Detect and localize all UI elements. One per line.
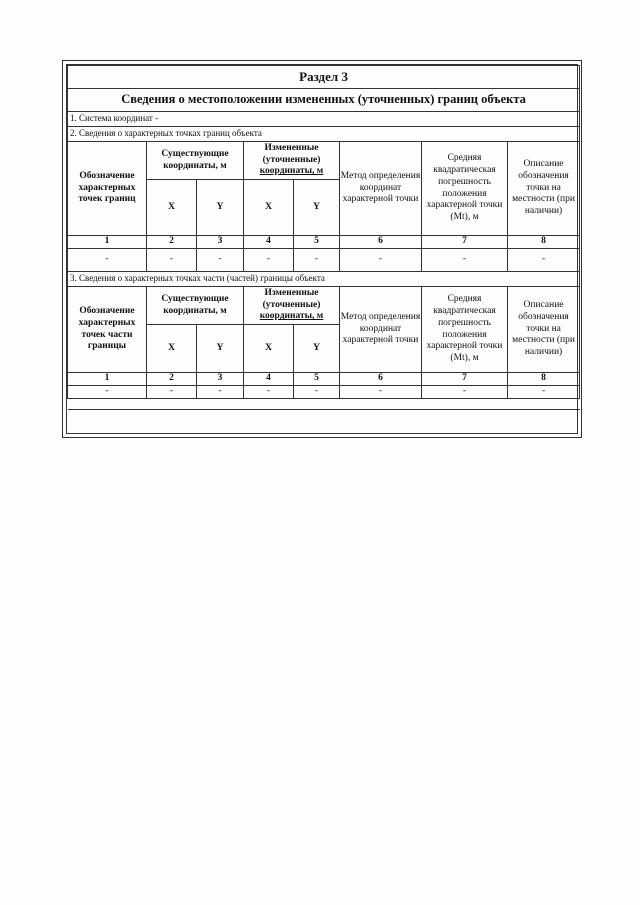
table1-header-changed-line2: координаты, м [259,166,324,177]
table-bottom-gap [68,398,580,409]
coord-system-line: 1. Система координат - [68,112,580,127]
table1-cell: - [340,249,422,272]
section-table [67,65,580,410]
table1-header-changed [244,142,340,180]
table2-cell: - [197,386,244,399]
table2-cell: - [508,386,580,399]
table2-caption: 3. Сведения о характерных точках части (частей) границы объекта [68,272,580,287]
table1-cell: - [68,249,147,272]
table2-cell: - [147,386,197,399]
table2-cell: - [244,386,294,399]
table2-header-x-existing: X [147,325,197,373]
table1-caption: 2. Сведения о характерных точках границ объекта [68,127,580,142]
table1-header-error: Средняя квадратическая погрешность положения характерной точки (Mt), м [422,142,508,236]
table2-header-description: Описание обозначения точки на местности (при наличии) [508,287,580,373]
table2-header-x-changed: X [244,325,294,373]
table2-cell: - [422,386,508,399]
table2-col-number: 2 [147,373,197,386]
table1-header-changed-line1: Измененные (уточненные) [262,142,321,165]
table2-col-number: 3 [197,373,244,386]
table2-cell: - [68,386,147,399]
table1-header-description: Описание обозначения точки на местности (при наличии) [508,142,580,236]
table1-cell: - [294,249,340,272]
table1-col-number: 6 [340,236,422,249]
table2-col-number: 5 [294,373,340,386]
table1-col-number: 3 [197,236,244,249]
table1-cell: - [244,249,294,272]
table2-col-number: 6 [340,373,422,386]
table1-header-y-existing: Y [197,180,244,236]
table2-header-y-changed: Y [294,325,340,373]
table2-col-number: 7 [422,373,508,386]
table2-header-changed-line1: Измененные (уточненные) [262,287,321,310]
table1-header-x-existing: X [147,180,197,236]
table2-header-method: Метод определения координат характерной точки [340,287,422,373]
table1-cell: - [508,249,580,272]
table1-header-x-changed: X [244,180,294,236]
table2-header-existing: Существующие координаты, м [147,287,244,325]
table1-header-method: Метод определения координат характерной точки [340,142,422,236]
table1-header-existing: Существующие координаты, м [147,142,244,180]
table2-cell: - [340,386,422,399]
table2-cell: - [294,386,340,399]
table2-col-number: 1 [68,373,147,386]
table1-header-y-changed: Y [294,180,340,236]
table1-col-number: 1 [68,236,147,249]
table2-col-number: 8 [508,373,580,386]
table1-col-number: 8 [508,236,580,249]
document-frame [62,60,582,438]
table1-cell: - [422,249,508,272]
table2-col-number: 4 [244,373,294,386]
section-subtitle: Сведения о местоположении измененных (уточненных) границ объекта [68,89,580,112]
table1-header-point: Обозначение характерных точек границ [68,142,147,236]
table2-header-changed [244,287,340,325]
table1-cell: - [197,249,244,272]
table1-col-number: 7 [422,236,508,249]
table1-col-number: 4 [244,236,294,249]
document-inner-frame [66,64,578,434]
section-title: Раздел 3 [68,66,580,89]
table1-cell: - [147,249,197,272]
table2-header-point: Обозначение характерных точек части границы [68,287,147,373]
table1-col-number: 2 [147,236,197,249]
table1-col-number: 5 [294,236,340,249]
table2-header-y-existing: Y [197,325,244,373]
table2-header-error: Средняя квадратическая погрешность положения характерной точки (Mt), м [422,287,508,373]
table2-header-changed-line2: координаты, м [259,311,324,322]
